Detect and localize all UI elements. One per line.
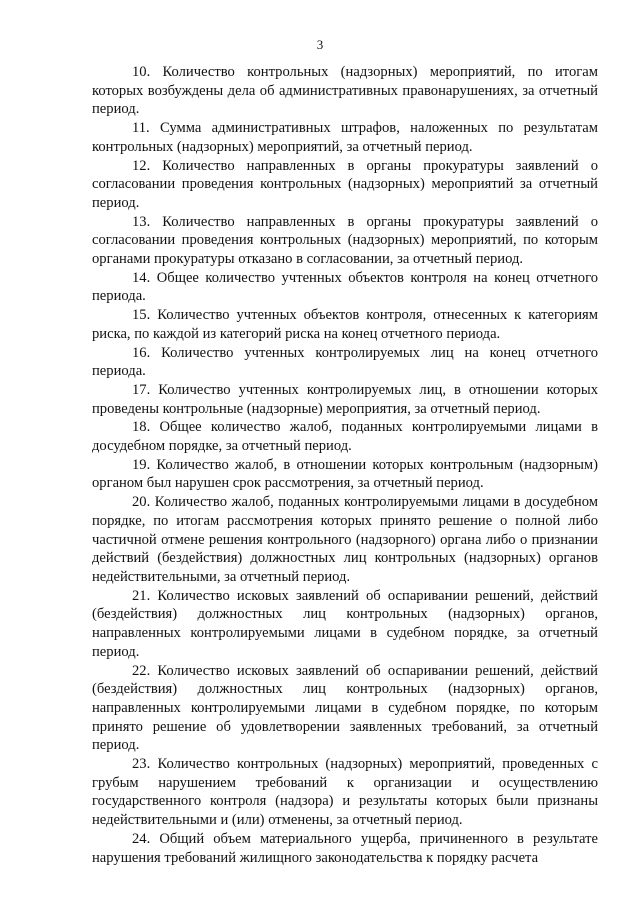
item-number: 12. xyxy=(132,157,151,174)
item-number: 10. xyxy=(132,64,151,80)
list-item xyxy=(92,157,598,213)
item-text: Общее количество жалоб, поданных контролируемыми лицами в досудебном порядке, за отчетный период. xyxy=(92,419,598,455)
item-number: 16. xyxy=(132,344,151,361)
item-number: 21. xyxy=(132,587,151,604)
item-number: 20. xyxy=(132,494,151,511)
list-item xyxy=(92,830,598,867)
item-text: Количество жалоб, поданных контролируемыми лицами в досудебном порядке, по итогам рассмотрения которых принято решение о полной либо частичной отмене решения контрольного (надзорного) органа либо о признании действий (бездействия) должностных лиц контрольных (надзорных) органов недействительными, за отчетный период. xyxy=(92,494,598,585)
item-text: Количество контрольных (надзорных) мероприятий, проведенных с грубым нарушением требований к организации и осуществлению государственного контроля (надзора) и результаты которых были признаны недействительными и (или) отменены, за отчетный период. xyxy=(92,756,598,829)
item-text: Количество учтенных контролируемых лиц, в отношении которых проведены контрольные (надзорные) мероприятия, за отчетный период. xyxy=(92,381,598,417)
item-text: Количество учтенных объектов контроля, отнесенных к категориям риска, по каждой из категорий риска на конец отчетного периода. xyxy=(92,307,598,342)
item-text: Общий объем материального ущерба, причиненного в результате нарушения требований жилищного законодательства к порядку расчета xyxy=(92,830,598,866)
item-number: 13. xyxy=(132,213,151,230)
list-item xyxy=(92,269,598,306)
item-number: 14. xyxy=(132,269,151,286)
item-text: Количество направленных в органы прокуратуры заявлений о согласовании проведения контрольных (надзорных) мероприятий, по которым органами прокуратуры отказано в согласовании, за отчетный период. xyxy=(92,213,598,268)
list-item xyxy=(92,456,598,493)
list-item xyxy=(92,381,598,418)
document-body xyxy=(92,63,598,867)
item-number: 17. xyxy=(132,381,151,398)
list-item xyxy=(92,344,598,381)
list-item xyxy=(92,306,598,343)
list-item xyxy=(92,119,598,156)
list-item xyxy=(92,63,598,119)
item-text: Количество учтенных контролируемых лиц на конец отчетного периода. xyxy=(92,344,598,380)
item-text: Количество исковых заявлений об оспаривании решений, действий (бездействия) должностных лиц контрольных (надзорных) органов, направленных контролируемыми лицами в судебном порядке, по которым принято решение об удовлетворении заявленных требований, за отчетный период. xyxy=(92,662,598,754)
list-item xyxy=(92,755,598,830)
item-text: Общее количество учтенных объектов контроля на конец отчетного периода. xyxy=(92,269,599,305)
item-text: Количество жалоб, в отношении которых контрольным (надзорным) органом был нарушен срок рассмотрения, за отчетный период. xyxy=(92,456,598,492)
list-item xyxy=(92,418,598,455)
item-number: 18. xyxy=(132,419,151,436)
item-number: 11. xyxy=(132,120,150,137)
item-number: 22. xyxy=(132,662,151,679)
page-number: 3 xyxy=(316,37,324,52)
list-item xyxy=(92,493,598,587)
item-text: Количество направленных в органы прокуратуры заявлений о согласовании проведения контрольных (надзорных) мероприятий за отчетный период. xyxy=(92,157,598,211)
item-text: Количество исковых заявлений об оспаривании решений, действий (бездействия) должностных лиц контрольных (надзорных) органов, направленных контролируемыми лицами в судебном порядке, за отчетный период. xyxy=(92,587,598,660)
item-number: 24. xyxy=(132,830,151,847)
item-number: 15. xyxy=(132,307,151,324)
item-number: 23. xyxy=(132,756,151,773)
list-item xyxy=(92,213,598,269)
list-item xyxy=(92,662,598,756)
item-text: Сумма административных штрафов, наложенных по результатам контрольных (надзорных) мероприятий, за отчетный период. xyxy=(92,120,598,155)
list-item xyxy=(92,587,598,662)
item-number: 19. xyxy=(132,456,151,473)
item-text: Количество контрольных (надзорных) мероприятий, по итогам которых возбуждены дела об административных правонарушениях, за отчетный период. xyxy=(92,64,598,118)
